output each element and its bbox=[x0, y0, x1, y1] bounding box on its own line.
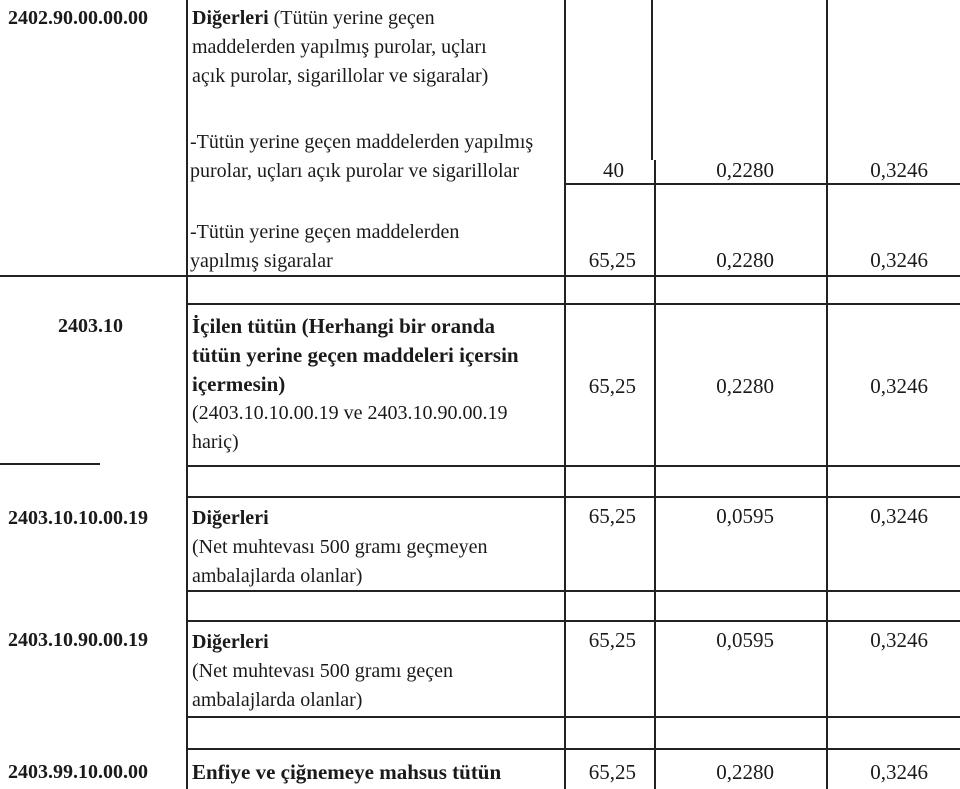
desc-line: -Tütün yerine geçen maddelerden yapılmış bbox=[190, 131, 534, 153]
desc-line: purolar, uçları açık purolar ve sigarillolar bbox=[190, 160, 520, 182]
desc-line: maddelerden yapılmış purolar, uçları bbox=[192, 36, 487, 58]
item-title-line: içermesin) bbox=[192, 372, 286, 396]
row-divider bbox=[0, 463, 100, 465]
item-title-line: tütün yerine geçen maddeleri içersin bbox=[192, 343, 519, 367]
row-divider bbox=[186, 465, 960, 467]
item-title: Diğerleri bbox=[192, 631, 269, 653]
col-divider-3 bbox=[651, 0, 653, 160]
col-divider-1 bbox=[186, 0, 188, 789]
desc-line: hariç) bbox=[192, 431, 239, 453]
item-title: Diğerleri bbox=[192, 7, 269, 29]
rate-fixed: 0,3246 bbox=[870, 158, 928, 182]
rate-percent: 65,25 bbox=[588, 374, 636, 398]
item-title: Diğerleri bbox=[192, 507, 269, 529]
rate-percent: 65,25 bbox=[588, 628, 636, 652]
rate-min: 0,2280 bbox=[716, 760, 774, 784]
rate-percent: 40 bbox=[603, 158, 624, 182]
item-description bbox=[192, 504, 562, 591]
rate-min: 0,2280 bbox=[716, 248, 774, 272]
rate-fixed: 0,3246 bbox=[870, 628, 928, 652]
rate-fixed: 0,3246 bbox=[870, 504, 928, 528]
rate-percent: 65,25 bbox=[588, 504, 636, 528]
row-divider bbox=[186, 303, 960, 305]
tariff-code: 2402.90.00.00.00 bbox=[8, 7, 148, 29]
rate-fixed: 0,3246 bbox=[870, 760, 928, 784]
desc-line: -Tütün yerine geçen maddelerden bbox=[190, 221, 460, 243]
rate-percent: 65,25 bbox=[588, 760, 636, 784]
row-divider bbox=[186, 716, 960, 718]
item-description bbox=[192, 4, 562, 91]
desc-line: (Net muhtevası 500 gramı geçen bbox=[192, 660, 454, 682]
sub-item-description bbox=[190, 128, 562, 186]
desc-line: yapılmış sigaralar bbox=[190, 250, 333, 272]
tariff-code: 2403.10.10.00.19 bbox=[8, 507, 148, 529]
row-divider bbox=[186, 748, 960, 750]
sub-item-description bbox=[190, 218, 562, 276]
desc-line: ambalajlarda olanlar) bbox=[192, 689, 363, 711]
rate-min: 0,2280 bbox=[716, 158, 774, 182]
item-title: Enfiye ve çiğnemeye mahsus tütün bbox=[192, 760, 502, 784]
rate-fixed: 0,3246 bbox=[870, 248, 928, 272]
rate-min: 0,2280 bbox=[716, 374, 774, 398]
desc-line: ambalajlarda olanlar) bbox=[192, 565, 363, 587]
desc-line: açık purolar, sigarillolar ve sigaralar) bbox=[192, 65, 489, 87]
desc-line: (Tütün yerine geçen bbox=[273, 7, 435, 29]
tariff-code: 2403.10.90.00.19 bbox=[8, 629, 148, 651]
desc-line: (2403.10.10.00.19 ve 2403.10.90.00.19 bbox=[192, 402, 508, 424]
row-divider bbox=[186, 496, 960, 498]
tariff-code: 2403.99.10.00.00 bbox=[8, 761, 148, 783]
tariff-code: 2403.10 bbox=[58, 315, 123, 337]
item-description bbox=[192, 312, 564, 457]
item-description bbox=[192, 628, 562, 715]
rate-min: 0,0595 bbox=[716, 628, 774, 652]
item-title-line: İçilen tütün (Herhangi bir oranda bbox=[192, 314, 495, 338]
rate-fixed: 0,3246 bbox=[870, 374, 928, 398]
row-divider bbox=[186, 620, 960, 622]
desc-line: (Net muhtevası 500 gramı geçmeyen bbox=[192, 536, 488, 558]
rate-min: 0,0595 bbox=[716, 504, 774, 528]
rate-percent: 65,25 bbox=[588, 248, 636, 272]
